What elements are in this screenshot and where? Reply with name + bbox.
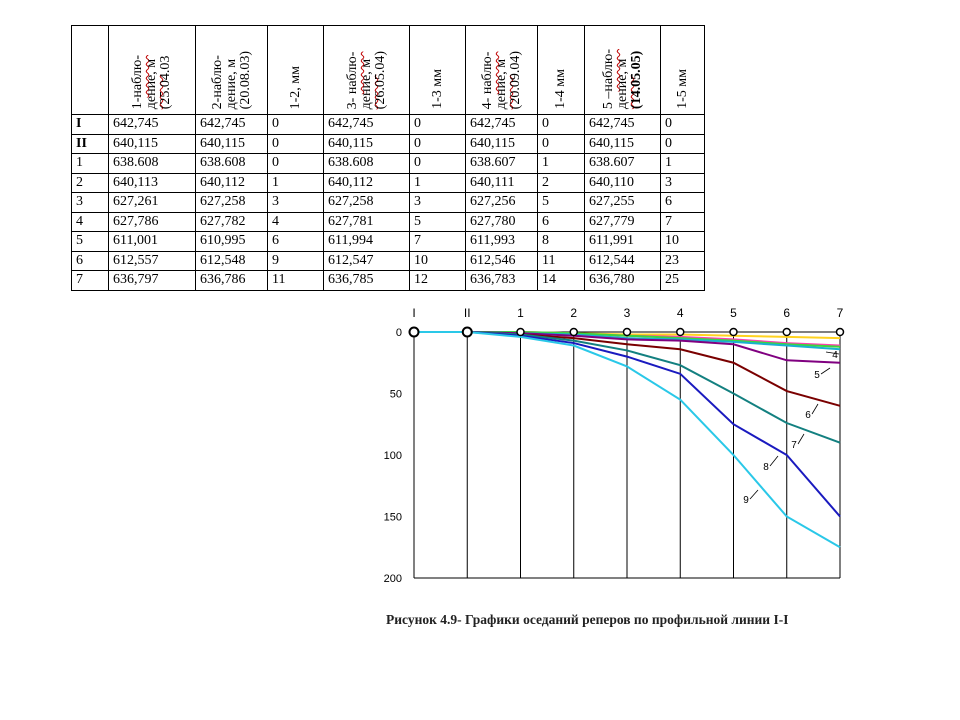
- column-header-0: [72, 26, 109, 115]
- benchmark-number-cell: II: [72, 134, 109, 154]
- table-cell: 0: [268, 134, 324, 154]
- x-tick-label: I: [412, 306, 416, 320]
- table-cell: 640,112: [196, 173, 268, 193]
- table-cell: 7: [410, 232, 466, 252]
- table-row: [72, 134, 705, 154]
- table-cell: 627,255: [585, 193, 661, 213]
- benchmark-marker: [837, 329, 844, 336]
- table-cell: 0: [410, 115, 466, 135]
- table-cell: 611,994: [324, 232, 410, 252]
- column-header-9: [661, 26, 705, 115]
- column-header-part: 3-: [344, 93, 360, 109]
- table-cell: 627,781: [324, 212, 410, 232]
- table-cell: 640,115: [196, 134, 268, 154]
- table-cell: 627,782: [196, 212, 268, 232]
- table-cell: 5: [538, 193, 585, 213]
- table-body: [72, 115, 705, 291]
- table-cell: 5: [410, 212, 466, 232]
- table-cell: 7: [661, 212, 705, 232]
- column-header-text: [554, 69, 568, 109]
- column-header-part: 4-: [479, 93, 495, 109]
- column-header-part: наблю- дение: [130, 54, 159, 109]
- table-cell: 638.608: [196, 154, 268, 174]
- x-tick-label: 5: [730, 306, 737, 320]
- benchmark-number-cell: 6: [72, 251, 109, 271]
- benchmark-marker: [410, 328, 419, 337]
- table-cell: 611,001: [109, 232, 196, 252]
- table-cell: 640,112: [324, 173, 410, 193]
- table-cell: 0: [268, 154, 324, 174]
- column-header-5: [410, 26, 466, 115]
- benchmark-number-cell: 7: [72, 271, 109, 291]
- table-cell: 640,115: [324, 134, 410, 154]
- table-cell: 638.607: [585, 154, 661, 174]
- benchmark-number-cell: I: [72, 115, 109, 135]
- settlement-chart-svg: [380, 300, 860, 590]
- table-cell: 3: [410, 193, 466, 213]
- table-cell: 627,258: [324, 193, 410, 213]
- table-cell: 642,745: [585, 115, 661, 135]
- column-header-part: 5 –: [600, 91, 616, 109]
- x-tick-label: 7: [836, 306, 844, 320]
- table-cell: 640,113: [109, 173, 196, 193]
- table-cell: 0: [661, 115, 705, 135]
- table-row: [72, 173, 705, 193]
- table-row: [72, 193, 705, 213]
- column-header-part: , м: [614, 58, 630, 75]
- column-header-part: 1-4 мм: [553, 69, 568, 109]
- table-cell: 627,261: [109, 193, 196, 213]
- benchmark-number-cell: 3: [72, 193, 109, 213]
- benchmark-number-cell: 2: [72, 173, 109, 193]
- table-cell: 612,546: [466, 251, 538, 271]
- table-cell: 9: [268, 251, 324, 271]
- column-header-2: [196, 26, 268, 115]
- table-cell: 3: [661, 173, 705, 193]
- table-cell: 640,115: [109, 134, 196, 154]
- table-cell: 10: [661, 232, 705, 252]
- column-header-part: наблю- дение: [600, 48, 630, 109]
- table-cell: 636,797: [109, 271, 196, 291]
- table-cell: 627,258: [196, 193, 268, 213]
- series-label: 9: [743, 495, 749, 506]
- y-tick-label: 0: [395, 327, 402, 339]
- y-tick-label: 200: [383, 573, 402, 585]
- table-cell: 3: [268, 193, 324, 213]
- table-cell: 25: [661, 271, 705, 291]
- table-cell: 638.608: [109, 154, 196, 174]
- table-cell: 627,256: [466, 193, 538, 213]
- x-tick-label: 6: [783, 306, 791, 320]
- table-cell: 627,780: [466, 212, 538, 232]
- table-cell: 2: [538, 173, 585, 193]
- table-cell: 640,115: [585, 134, 661, 154]
- column-header-text: [211, 51, 253, 109]
- benchmark-number-cell: 5: [72, 232, 109, 252]
- column-header-text: [431, 69, 445, 109]
- table-cell: 638.608: [324, 154, 410, 174]
- table-cell: 636,783: [466, 271, 538, 291]
- table-row: [72, 115, 705, 135]
- table-cell: 640,115: [466, 134, 538, 154]
- table-cell: 1: [410, 173, 466, 193]
- benchmark-number-cell: 4: [72, 212, 109, 232]
- table-row: [72, 271, 705, 291]
- table-cell: 612,557: [109, 251, 196, 271]
- series-label: 4: [832, 350, 838, 361]
- table-cell: 0: [661, 134, 705, 154]
- x-tick-label: 2: [570, 306, 578, 320]
- column-header-text: [131, 55, 173, 109]
- column-header-6: [466, 26, 538, 115]
- table-cell: 612,547: [324, 251, 410, 271]
- table-cell: 4: [268, 212, 324, 232]
- column-header-text: [676, 69, 690, 109]
- table-cell: 12: [410, 271, 466, 291]
- column-header-part: , м (20.09.04): [493, 50, 523, 109]
- table-cell: 0: [538, 115, 585, 135]
- table-cell: 0: [410, 154, 466, 174]
- column-header-part: 1-5 мм: [674, 69, 690, 109]
- table-cell: 0: [268, 115, 324, 135]
- column-header-part: , м (26.05.04): [358, 50, 388, 109]
- y-tick-label: 50: [389, 388, 402, 401]
- table-cell: 642,745: [466, 115, 538, 135]
- column-header-7: [538, 26, 585, 115]
- column-header-text: [289, 66, 303, 109]
- settlement-chart: [380, 300, 860, 590]
- y-tick-label: 150: [383, 511, 402, 524]
- benchmark-marker: [677, 329, 684, 336]
- series-label: 7: [791, 440, 797, 451]
- series-label-leader: [770, 456, 778, 466]
- table-row: [72, 251, 705, 271]
- benchmark-marker: [517, 329, 524, 336]
- figure-caption: Рисунок 4.9- Графики оседаний реперов по профильной линии I-I: [386, 612, 789, 627]
- table-cell: 627,786: [109, 212, 196, 232]
- survey-table: [71, 25, 705, 291]
- table-cell: 14: [538, 271, 585, 291]
- x-tick-label: 4: [676, 306, 684, 320]
- table-cell: 610,995: [196, 232, 268, 252]
- benchmark-number-cell: 1: [72, 154, 109, 174]
- table-cell: 10: [410, 251, 466, 271]
- table-cell: 11: [538, 251, 585, 271]
- series-label: 8: [763, 462, 769, 473]
- table-cell: 11: [268, 271, 324, 291]
- table-cell: 1: [538, 154, 585, 174]
- table-cell: 6: [268, 232, 324, 252]
- table-cell: 638.607: [466, 154, 538, 174]
- column-header-3: [268, 26, 324, 115]
- table-cell: 642,745: [196, 115, 268, 135]
- series-label: 5: [814, 370, 820, 381]
- y-tick-label: 100: [383, 450, 402, 462]
- column-header-part: , м (25.04.03: [144, 55, 173, 109]
- table-cell: 1: [661, 154, 705, 174]
- column-header-1: [109, 26, 196, 115]
- table-cell: 627,779: [585, 212, 661, 232]
- table-row: [72, 154, 705, 174]
- table-cell: 640,111: [466, 173, 538, 193]
- table-cell: 1: [268, 173, 324, 193]
- benchmark-marker: [463, 328, 472, 337]
- table-cell: 642,745: [109, 115, 196, 135]
- table-cell: 612,548: [196, 251, 268, 271]
- table-cell: 640,110: [585, 173, 661, 193]
- table-cell: 611,993: [466, 232, 538, 252]
- column-header-part: наблю- дение: [344, 51, 374, 109]
- table-cell: 6: [538, 212, 585, 232]
- column-header-part: 2-наблю- дение, м (20.08.03): [209, 50, 253, 109]
- table-cell: 612,544: [585, 251, 661, 271]
- x-tick-label: II: [463, 306, 471, 320]
- table-cell: 611,991: [585, 232, 661, 252]
- series-label-leader: [821, 368, 830, 374]
- series-label: 6: [805, 410, 811, 421]
- series-label-leader: [798, 434, 804, 444]
- table-cell: 642,745: [324, 115, 410, 135]
- table-cell: 636,786: [196, 271, 268, 291]
- table-cell: 23: [661, 251, 705, 271]
- benchmark-marker: [570, 329, 577, 336]
- column-header-part: 1-3 мм: [429, 69, 445, 109]
- table-cell: 0: [538, 134, 585, 154]
- column-header-part: наблю- дение: [479, 51, 509, 109]
- column-header-part: 1-2, мм: [287, 65, 303, 109]
- table-row: [72, 232, 705, 252]
- table-header-row: [72, 26, 705, 115]
- benchmark-marker: [624, 329, 631, 336]
- table-cell: 636,780: [585, 271, 661, 291]
- table-cell: 8: [538, 232, 585, 252]
- column-header-8: [585, 26, 661, 115]
- table-cell: 0: [410, 134, 466, 154]
- table-row: [72, 212, 705, 232]
- benchmark-marker: [730, 329, 737, 336]
- column-header-text: [602, 49, 644, 109]
- benchmark-marker: [783, 329, 790, 336]
- table-cell: 636,785: [324, 271, 410, 291]
- column-header-part: 1-: [130, 97, 145, 109]
- table-cell: 6: [661, 193, 705, 213]
- series-label-leader: [812, 404, 818, 414]
- column-header-text: [481, 51, 523, 109]
- column-header-text: [346, 51, 388, 109]
- x-tick-label: 1: [517, 306, 524, 320]
- series-label-leader: [750, 490, 758, 499]
- column-header-4: [324, 26, 410, 115]
- column-header-part: (14.05.05): [628, 50, 644, 109]
- x-tick-label: 3: [623, 306, 631, 320]
